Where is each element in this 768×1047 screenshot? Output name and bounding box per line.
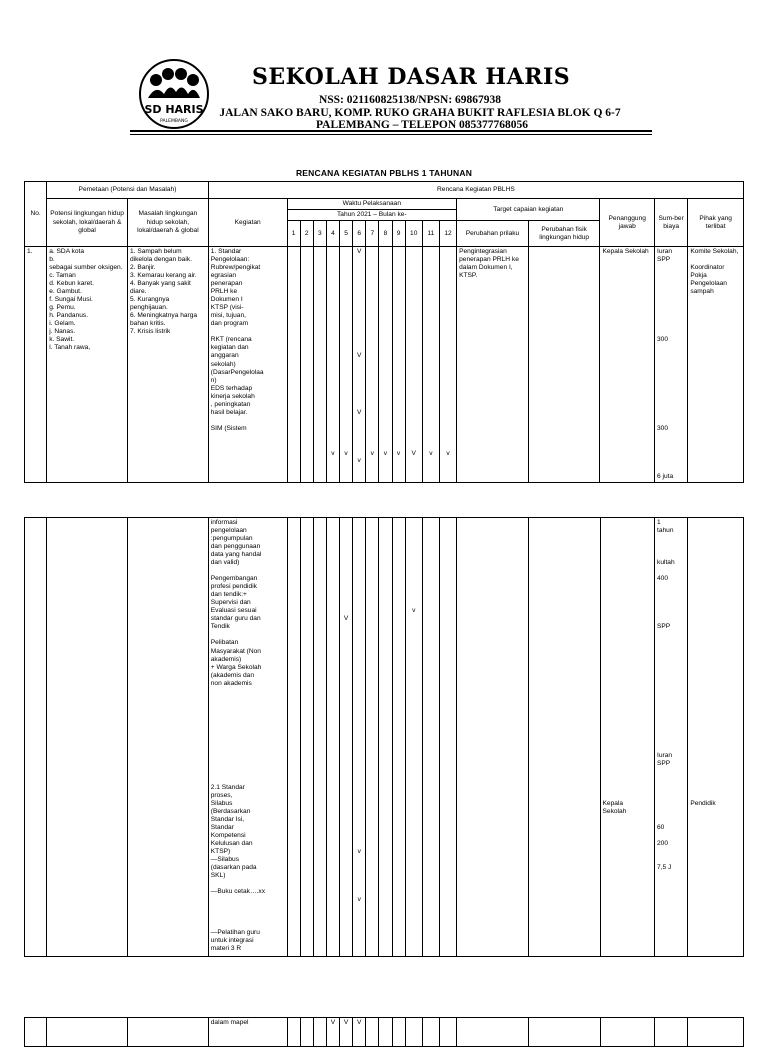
activity-plan-table-continued: [24, 517, 744, 957]
potensi-cell: [47, 1018, 128, 1047]
pihak-cell: Komite Sekolah, Koordinator Pokja Pengelolaan sampah: [688, 247, 744, 483]
col-perubahan-prilaku: Perubahan prilaku: [457, 221, 529, 247]
prilaku-cell: Pengintegrasian penerapan PRLH ke dalam Dokumen I, KTSP.: [457, 247, 529, 483]
masalah-cell: 1. Sampah belum dikelola dengan baik. 2. Banjir. 3. Kemarau kerang air. 4. Banyak yang sakit diare. 5. Kurangnya penghijauan. 6. Meningkatnya harga bahan kritis. 7. Krisis listrik: [127, 247, 208, 483]
col-potensi: Potensi lingkungan hidup sekolah, lokal/daerah & global: [47, 199, 128, 247]
month-cell: [287, 518, 300, 957]
svg-text:SD HARIS: SD HARIS: [144, 103, 204, 116]
month-header: 4: [326, 221, 339, 247]
prilaku-cell: [457, 1018, 529, 1047]
month-header: 11: [422, 221, 439, 247]
table-row: [25, 1018, 744, 1047]
month-cell: [287, 1018, 300, 1047]
fisik-cell: [528, 247, 600, 483]
school-name: SEKOLAH DASAR HARIS: [252, 64, 571, 90]
nss-npsn: NSS: 021160825138/NPSN: 69867938: [318, 94, 502, 106]
month-cell: [326, 518, 339, 957]
month-cell: [313, 1018, 326, 1047]
letterhead: [130, 54, 652, 134]
city-phone: PALEMBANG – TELEPON 085377768056: [315, 119, 529, 131]
month-header: 12: [439, 221, 456, 247]
potensi-cell: [47, 518, 128, 957]
month-cell: v: [379, 247, 392, 483]
month-cell: v: [340, 247, 353, 483]
col-perubahan-fisik: Perubahan fisik lingkungan hidup: [528, 221, 600, 247]
col-target: Target capaian kegiatan: [457, 199, 600, 221]
month-cell: v: [366, 247, 379, 483]
col-rencana: Rencana Kegiatan PBLHS: [208, 182, 743, 199]
month-cell: [300, 518, 313, 957]
fisik-cell: [528, 518, 600, 957]
sumber-cell: 1 tahun kultah 400 SPP Iuran SPP 60 200 7,5 J: [655, 518, 688, 957]
month-cell: [287, 247, 300, 483]
month-cell: [313, 518, 326, 957]
school-logo-icon: [138, 58, 210, 130]
penanggung-cell: Kepala Sekolah: [600, 518, 655, 957]
row-number: [25, 518, 47, 957]
month-header: 5: [340, 221, 353, 247]
table-row: [25, 247, 744, 483]
month-cell: V: [353, 1018, 366, 1047]
month-cell: V: [340, 518, 353, 957]
header-rule-thick: [130, 130, 652, 132]
month-cell: V: [326, 1018, 339, 1047]
month-cell: [366, 1018, 379, 1047]
month-header: 8: [379, 221, 392, 247]
month-cell: [300, 1018, 313, 1047]
penanggung-cell: [600, 1018, 655, 1047]
month-header: 1: [287, 221, 300, 247]
col-pemetaan: Pemetaan (Potensi dan Masalah): [47, 182, 209, 199]
month-cell: v: [422, 247, 439, 483]
month-cell: [379, 518, 392, 957]
month-cell: [300, 247, 313, 483]
month-header: 9: [392, 221, 405, 247]
kegiatan-cell: 1. Standar Pengelolaan: Rubrew/pengikat egrasian penerapan PRLH ke Dokumen I KTSP (visi- misi, tujuan, dan program RKT (rencana kegiatan dan anggaran sekolah) (DasarPengelolaa n) EDS terhadap kinerja sekolah , peningkatan hasil belajar. SIM (Sistem: [208, 247, 287, 483]
month-cell: [422, 518, 439, 957]
col-penanggung: Penanggung jawab: [600, 199, 655, 247]
month-cell: [439, 1018, 456, 1047]
col-sumber: Sum-ber biaya: [655, 199, 688, 247]
sumber-cell: Iuran SPP 300 300 6 juta: [655, 247, 688, 483]
row-number: [25, 1018, 47, 1047]
month-cell: v: [392, 247, 405, 483]
month-header: 10: [405, 221, 422, 247]
document-title: RENCANA KEGIATAN PBLHS 1 TAHUNAN: [295, 168, 473, 178]
month-header: 7: [366, 221, 379, 247]
fisik-cell: [528, 1018, 600, 1047]
prilaku-cell: [457, 518, 529, 957]
month-cell: [379, 1018, 392, 1047]
month-cell: v: [405, 518, 422, 957]
row-number: 1.: [25, 247, 47, 483]
month-cell: [392, 1018, 405, 1047]
svg-text:PALEMBANG: PALEMBANG: [160, 119, 188, 124]
month-cell: [405, 1018, 422, 1047]
kegiatan-cell: informasi pengelolaan :pengumpulan dan penggunaan data yang handal dan valid) Pengembangan profesi pendidik dan tendik:+ Supervisi dan Evaluasi sesuai standar guru dan Tendik Pelibatan Masyarakat (Non akademis) + Warga Sekolah (akademis dan non akademis 2.1 Standar proses, Silabus (Berdasarkan Standar Isi, Standar Kompetensi Kelulusan dan KTSP) —Silabus (dasarkan pada SKL) —Buku cetak….xx —Pelatihan guru untuk integrasi materi 3 R: [208, 518, 287, 957]
potensi-cell: a. SDA kota b. sebagai sumber oksigen. c. Taman d. Kebun karet. e. Gambut. f. Sungai Musi. g. Pemu. h. Pandanus. i. Gelam. j. Nanas. k. Sawit. l. Tanah rawa,: [47, 247, 128, 483]
pihak-cell: [688, 1018, 744, 1047]
kegiatan-cell: dalam mapel: [208, 1018, 287, 1047]
month-header: 3: [313, 221, 326, 247]
header-rule-thin: [130, 134, 652, 135]
col-no: No.: [25, 182, 47, 247]
col-waktu: Waktu Pelaksanaan: [287, 199, 457, 210]
month-cell: V: [340, 1018, 353, 1047]
activity-plan-table: [24, 181, 744, 483]
month-cell: [392, 518, 405, 957]
school-address: JALAN SAKO BARU, KOMP. RUKO GRAHA BUKIT RAFLESIA BLOK Q 6-7: [219, 107, 621, 119]
col-tahun: Tahun 2021 – Bulan ke-: [287, 210, 457, 221]
col-pihak: Pihak yang terlibat: [688, 199, 744, 247]
month-cell: [313, 247, 326, 483]
col-masalah: Masalah lingkungan hidup sekolah, lokal/daerah & global: [127, 199, 208, 247]
month-cell: v v: [353, 518, 366, 957]
month-cell: V: [405, 247, 422, 483]
month-cell: [439, 518, 456, 957]
month-header: 2: [300, 221, 313, 247]
col-kegiatan: Kegiatan: [208, 199, 287, 247]
month-cell: [422, 1018, 439, 1047]
table-row: [25, 518, 744, 957]
month-cell: v: [439, 247, 456, 483]
sumber-cell: [655, 1018, 688, 1047]
month-cell: V V V v: [353, 247, 366, 483]
penanggung-cell: Kepala Sekolah: [600, 247, 655, 483]
month-header: 6: [353, 221, 366, 247]
activity-plan-table-page3: [24, 1017, 744, 1047]
masalah-cell: [127, 1018, 208, 1047]
month-cell: v: [326, 247, 339, 483]
month-cell: [366, 518, 379, 957]
pihak-cell: Pendidik: [688, 518, 744, 957]
masalah-cell: [127, 518, 208, 957]
